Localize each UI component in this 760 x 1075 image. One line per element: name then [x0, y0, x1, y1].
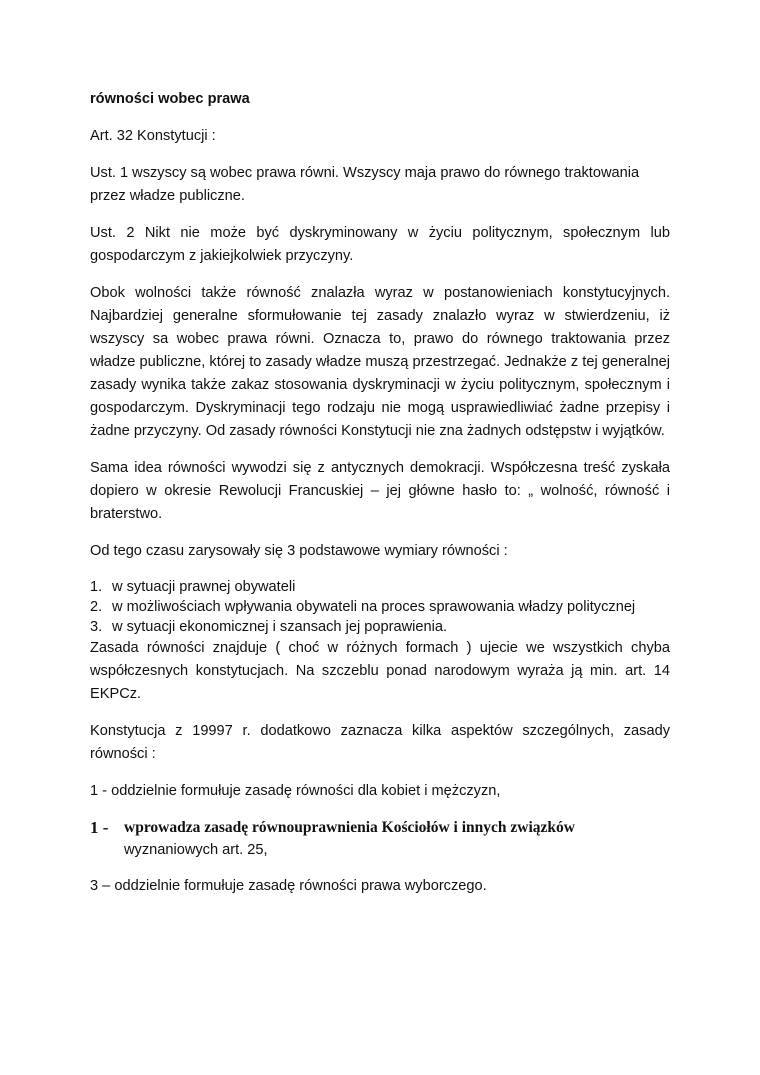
- list-item-number: 2.: [90, 599, 103, 615]
- list-item-number: 3.: [90, 619, 103, 635]
- list-item-text: w możliwościach wpływania obywateli na proces sprawowania władzy politycznej: [112, 599, 636, 615]
- list-item: [90, 597, 670, 617]
- aspect-item-1: 1 - oddzielnie formułuje zasadę równości dla kobiet i mężczyzn,: [90, 783, 501, 799]
- aspect-item-3: 3 – oddzielnie formułuje zasadę równości prawa wyborczego.: [90, 878, 487, 894]
- paragraph-equality-intro: Obok wolności także równość znalazła wyraz w postanowieniach konstytucyjnych. Najbardziej generalne sformułowanie tej zasady znalazło wyraz w stwierdzeniu, iż wszyscy sa wobec prawa równi. Oznacza to, prawo do równego traktowania przez władze publiczne, której to zasady władze muszą przestrzegać. Jednakże z tej generalnej zasady wynika także zakaz stosowania dyskryminacji w życiu politycznym, społecznym i gospodarczym. Dyskryminacji tego rodzaju nie mogą usprawiedliwiać żadne przepisy i żadne przyczyny. Od zasady równości Konstytucji nie zna żadnych odstępstw i wyjątków.: [90, 285, 670, 439]
- aspect-item-2-continuation: wyznaniowych art. 25,: [124, 842, 268, 858]
- list-item: [90, 617, 670, 637]
- paragraph-history: Sama idea równości wywodzi się z antycznych demokracji. Współczesna treść zyskała dopiero w okresie Rewolucji Francuskiej – jej główne hasło to: „ wolność, równość i braterstwo.: [90, 460, 670, 522]
- paragraph-dimensions-intro: Od tego czasu zarysowały się 3 podstawowe wymiary równości :: [90, 543, 508, 559]
- paragraph-ust2: Ust. 2 Nikt nie może być dyskryminowany w życiu politycznym, społecznym lub gospodarczym z jakiejkolwiek przyczyny.: [90, 225, 670, 264]
- document-body: [90, 88, 670, 898]
- list-item-number: 1.: [90, 579, 103, 595]
- paragraph-aspects-intro: Konstytucja z 19997 r. dodatkowo zaznacza kilka aspektów szczególnych, zasady równości :: [90, 723, 670, 762]
- article-heading: Art. 32 Konstytucji :: [90, 128, 216, 144]
- aspect-item-2-line: [90, 817, 670, 839]
- aspect-item-2-bold-text: wprowadza zasadę równouprawnienia Kościołów i innych związków: [124, 819, 575, 836]
- aspect-item-2-number: 1 -: [90, 818, 109, 837]
- paragraph-constitutions: Zasada równości znajduje ( choć w różnych formach ) ujecie we wszystkich chyba współczesnych konstytucjach. Na szczeblu ponad narodowym wyraża ją min. art. 14 EKPCz.: [90, 640, 670, 702]
- list-item-text: w sytuacji ekonomicznej i szansach jej poprawienia.: [112, 619, 448, 635]
- paragraph-ust1: Ust. 1 wszyscy są wobec prawa równi. Wszyscy maja prawo do równego traktowania przez władze publiczne.: [90, 165, 640, 204]
- list-item: [90, 577, 670, 597]
- aspect-item-2: [90, 817, 670, 861]
- list-item-text: w sytuacji prawnej obywateli: [112, 579, 296, 595]
- dimensions-list: [90, 577, 670, 637]
- document-title: równości wobec prawa: [90, 91, 250, 107]
